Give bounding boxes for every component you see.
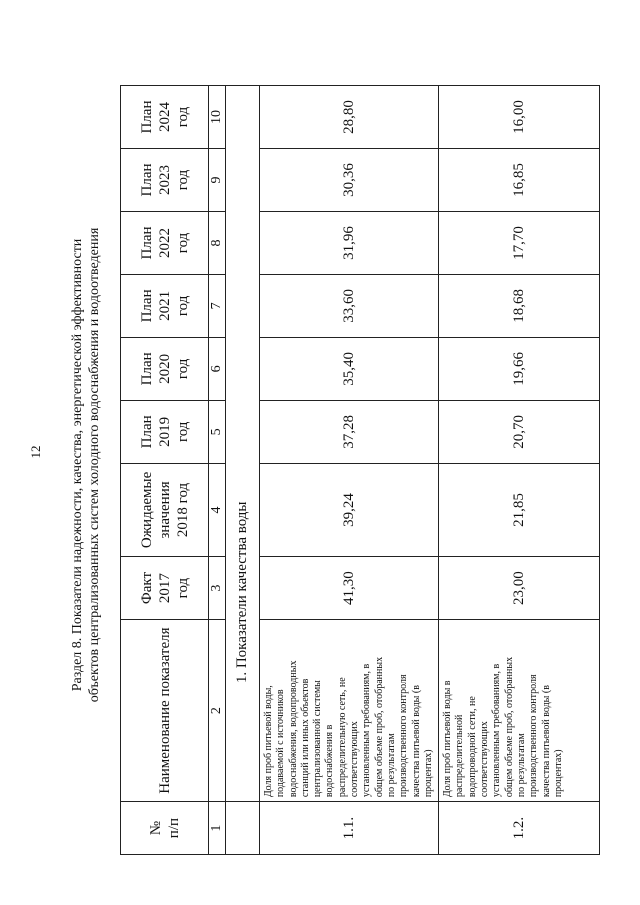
value-cell: 33,60 — [260, 274, 439, 337]
value-cell: 23,00 — [439, 557, 600, 620]
table-row — [260, 86, 439, 855]
column-number: 5 — [209, 400, 226, 463]
value-cell: 41,30 — [260, 557, 439, 620]
value-cell: 31,96 — [260, 211, 439, 274]
row-number: 1.2. — [439, 802, 600, 855]
column-number: 7 — [209, 274, 226, 337]
value-cell: 16,00 — [439, 86, 600, 149]
header-cell: План 2021 год — [121, 274, 209, 337]
header-row — [121, 86, 209, 855]
section-title: 1. Показатели качества воды — [226, 86, 260, 802]
page-number: 12 — [28, 445, 43, 459]
rotated-table-wrapper — [120, 85, 600, 855]
column-number: 6 — [209, 337, 226, 400]
column-number: 2 — [209, 620, 226, 802]
section-spacer — [226, 802, 260, 855]
value-cell: 37,28 — [260, 400, 439, 463]
header-cell: План 2024 год — [121, 86, 209, 149]
column-number: 10 — [209, 86, 226, 149]
column-number: 8 — [209, 211, 226, 274]
column-number: 9 — [209, 149, 226, 212]
section-row — [226, 86, 260, 855]
value-cell: 35,40 — [260, 337, 439, 400]
table-row — [439, 86, 600, 855]
value-cell: 16,85 — [439, 149, 600, 212]
header-cell: Факт 2017 год — [121, 557, 209, 620]
section-heading — [69, 228, 103, 703]
indicator-name: Доля проб питьевой воды в распределительной водопроводной сети, не соответствующих установленным требованиям, в общем объеме проб, отобранных по результатам производственного контроля качества питьевой воды (в процентах) — [439, 620, 600, 802]
value-cell: 28,80 — [260, 86, 439, 149]
column-number: 4 — [209, 463, 226, 556]
header-cell: План 2020 год — [121, 337, 209, 400]
header-cell: План 2022 год — [121, 211, 209, 274]
header-cell: Ожидаемые значения 2018 год — [121, 463, 209, 556]
header-cell: № п/п — [121, 802, 209, 855]
heading-line-2: объектов централизованных систем холодного водоснабжения и водоотведения — [87, 227, 102, 703]
column-number-row — [209, 86, 226, 855]
header-cell: План 2019 год — [121, 400, 209, 463]
value-cell: 18,68 — [439, 274, 600, 337]
value-cell: 30,36 — [260, 149, 439, 212]
header-cell: Наименование показателя — [121, 620, 209, 802]
value-cell: 21,85 — [439, 463, 600, 556]
column-number: 3 — [209, 557, 226, 620]
value-cell: 20,70 — [439, 400, 600, 463]
heading-line-1: Раздел 8. Показатели надежности, качества, энергетической эффективности — [70, 238, 85, 692]
row-number: 1.1. — [260, 802, 439, 855]
header-cell: План 2023 год — [121, 149, 209, 212]
value-cell: 39,24 — [260, 463, 439, 556]
value-cell: 17,70 — [439, 211, 600, 274]
indicators-table — [120, 85, 600, 855]
indicator-name: Доля проб питьевой воды, подаваемой с источников водоснабжения, водопроводных станций или иных объектов централизованной системы водоснабжения в распределительную сеть, не соответствующих установленным требованиям, в общем объеме проб, отобранных по результатам производственного контроля качества питьевой воды (в процентах) — [260, 620, 439, 802]
value-cell: 19,66 — [439, 337, 600, 400]
column-number: 1 — [209, 802, 226, 855]
